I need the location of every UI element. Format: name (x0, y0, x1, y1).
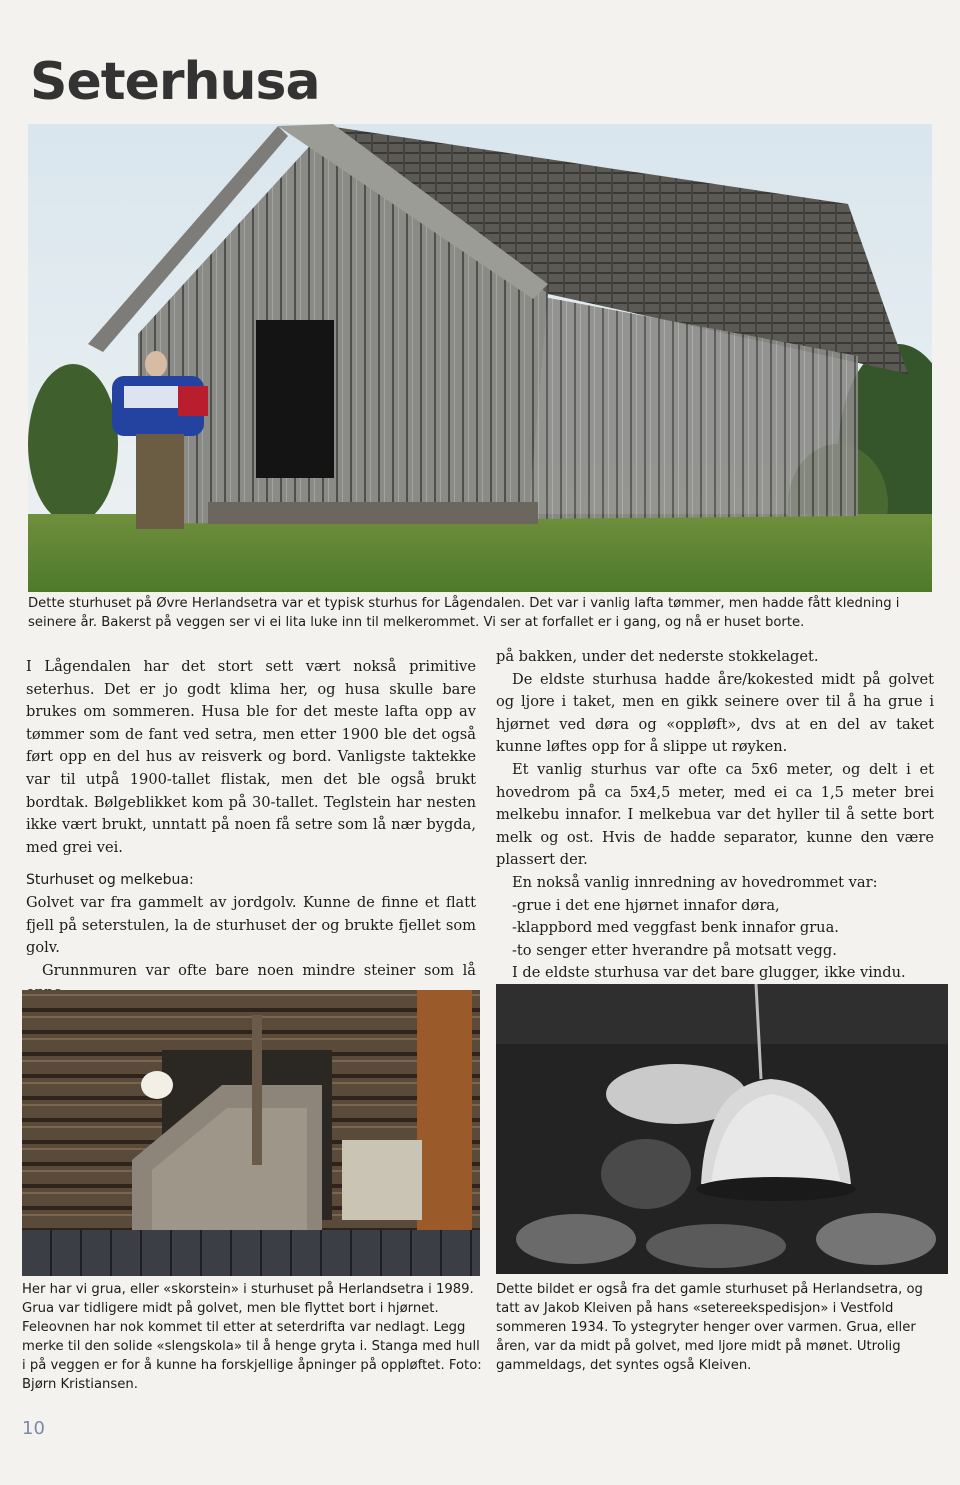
top-photo-caption: Dette sturhuset på Øvre Herlandsetra var et typisk sturhus for Lågendalen. Det var i vanlig lafta tømmer, men hadde fått kledning i seinere år. Bakerst på veggen ser vi ei lita luke inn til melkerommet. Vi ser at forfallet er i gang, og nå er huset borte. (28, 596, 900, 630)
pots-photo-illustration (496, 984, 948, 1274)
right-paragraph-2: De eldste sturhusa hadde åre/kokested midt på golvet og ljore i taket, men en gikk seinere over til å ha grue i hjørnet ved døra og «oppløft», dvs at en del av taket kunne løftes opp for å slippe ut røyken. (496, 670, 934, 756)
right-paragraph-3: Et vanlig sturhus var ofte ca 5x6 meter, og delt i et hovedrom på ca 5x4,5 meter, med ei ca 1,5 meter brei melkebu innafor. I melkebua var det hyller til å sette bort melk og ost. Hvis de hadde separator, kunne den være plassert der. (496, 760, 934, 869)
hearth-photo-illustration (22, 990, 480, 1276)
cabin-photo-illustration (28, 124, 932, 592)
left-paragraph-3: Grunnmuren var ofte bare noen mindre steiner som lå (42, 961, 476, 979)
right-paragraph-4: En nokså vanlig innredning av hovedrommet var: (512, 873, 878, 891)
right-text-column (496, 646, 934, 985)
page-number: 10 (22, 1418, 45, 1439)
section-heading: Sturhuset og melkebua: (26, 872, 194, 889)
list-item: -to senger etter hverandre på motsatt vegg. (512, 941, 837, 959)
right-paragraph-5: I de eldste sturhusa var det bare glugger, ikke vindu. (512, 964, 906, 982)
list-item: -grue i det ene hjørnet innafor døra, (512, 896, 780, 914)
bottom-right-caption: Dette bildet er også fra det gamle sturhuset på Herlandsetra, og tatt av Jakob Kleiven på hans «setereekspedisjon» i Vestfold sommeren 1934. To ystegryter henger over varmen. Grua, eller åren, var da midt på golvet, med ljore midt på mønet. Utrolig gammeldags, det syntes også Kleiven. (496, 1282, 923, 1373)
right-paragraph-1: på bakken, under det nederste stokkelaget. (496, 648, 819, 665)
list-item: -klappbord med veggfast benk innafor grua. (512, 919, 839, 937)
page-title: Seterhusa (30, 52, 320, 112)
left-paragraph-2: Golvet var fra gammelt av jordgolv. Kunne de finne et flatt fjell på seterstulen, la de sturhuset der og brukte fjellet som golv. (26, 893, 476, 957)
bottom-left-caption: Her har vi grua, eller «skorstein» i sturhuset på Herlandsetra i 1989. Grua var tidligere midt på golvet, men ble flyttet bort i hjørnet. Feleovnen har nok kommet til etter at seterdrifta var nedlagt. Legg merke til den solide «slengskola» til å henge gryta i. Stanga med hull i på veggen er for å kunne ha forskjellige åpninger på oppløftet. Foto: Bjørn Kristiansen. (22, 1282, 482, 1392)
top-photo-cabin (28, 124, 932, 592)
left-paragraph-1: I Lågendalen har det stort sett vært nokså primitive seterhus. Det er jo godt klima her, og husa skulle bare brukes om sommeren. Husa ble for det meste lafta opp av tømmer som de fant ved setra, men etter 1900 ble det også ført opp en del hus av reisverk og bord. Vanligste taktekke var til utpå 1900-tallet flistak, men det ble også brukt bordtak. Bølgeblikket kom på 30-tallet. Teglstein har nesten ikke vært brukt, unntatt på noen få setre som lå nær bygda, med grei vei. (26, 658, 476, 856)
bottom-left-photo-hearth (22, 990, 480, 1276)
left-text-column (26, 656, 476, 1005)
bottom-right-photo-pots (496, 984, 948, 1274)
